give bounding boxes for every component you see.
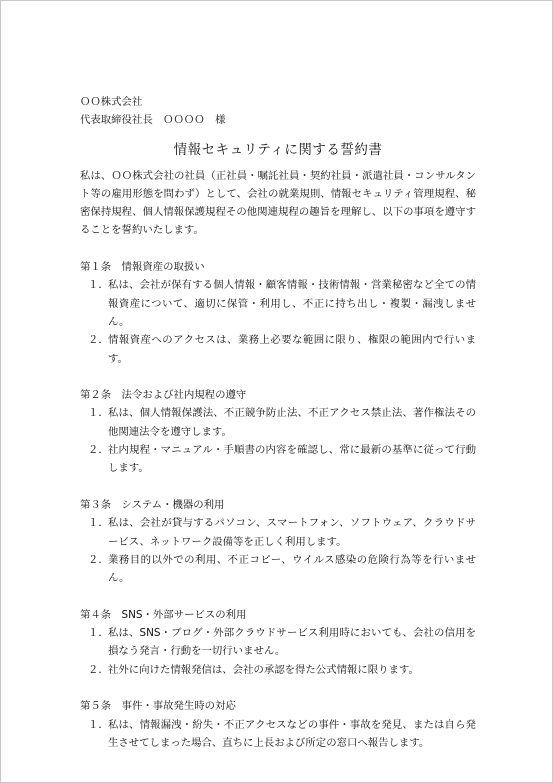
clause-item <box>80 514 476 551</box>
article-heading: 第４条 SNS・外部サービスの利用 <box>80 608 247 621</box>
clause-number: １． <box>88 627 109 640</box>
clause-list <box>80 716 476 753</box>
clause-number: ２． <box>88 444 109 457</box>
addressee-block <box>80 93 476 130</box>
clause-text: 私は、個人情報保護法、不正競争防止法、不正アクセス禁止法、著作権法その他関連法令を遵守します。 <box>108 407 476 438</box>
clause-text: 社内規程・マニュアル・手順書の内容を確認し、常に最新の基準に従って行動します。 <box>108 444 476 475</box>
clause-number: ２． <box>88 663 109 676</box>
clause-list <box>80 404 476 477</box>
clause-item <box>80 624 476 661</box>
addressee-company: ＯＯ株式会社 <box>80 96 143 108</box>
clause-list <box>80 514 476 587</box>
clause-item <box>80 331 476 368</box>
clause-list <box>80 276 476 367</box>
article-5 <box>80 697 476 752</box>
clause-number: １． <box>88 517 109 530</box>
clause-number: １． <box>88 407 109 420</box>
article-2 <box>80 386 476 477</box>
clause-text: 私は、会社が保有する個人情報・顧客情報・技術情報・営業秘密など全ての情報資産について、適切に保管・利用し、不正に持ち出し・複製・漏洩しません。 <box>108 279 476 328</box>
article-heading: 第１条 情報資産の取扱い <box>80 261 205 274</box>
clause-text: 私は、情報漏洩・紛失・不正アクセスなどの事件・事故を発見、または自ら発生させてしまった場合、直ちに上長および所定の窓口へ報告します。 <box>108 718 476 749</box>
article-heading: 第５条 事件・事故発生時の対応 <box>80 700 236 713</box>
intro-paragraph: 私は、ＯＯ株式会社の社員（正社員・嘱託社員・契約社員・派遣社員・コンサルタント等の雇用形態を問わず）として、会社の就業規則、情報セキュリティ管理規程、秘密保持規程、個人情報保護規程その他関連規程の趣旨を理解し、以下の事項を遵守することを誓約いたします。 <box>80 169 476 237</box>
article-1 <box>80 258 476 368</box>
clause-list <box>80 624 476 679</box>
clause-item <box>80 716 476 753</box>
clause-text: 情報資産へのアクセスは、業務上必要な範囲に限り、権限の範囲内で行います。 <box>108 334 476 365</box>
addressee-representative: 代表取締役社長 ＯＯＯＯ 様 <box>80 114 226 127</box>
clause-item <box>80 276 476 331</box>
clause-number: １． <box>88 279 109 292</box>
clause-number: ２． <box>88 553 109 566</box>
clause-text: 社外に向けた情報発信は、会社の承認を得た公式情報に限ります。 <box>108 663 419 676</box>
clause-number: １． <box>88 718 109 731</box>
article-3 <box>80 496 476 587</box>
document-title: 情報セキュリティに関する誓約書 <box>173 141 383 158</box>
clause-number: ２． <box>88 334 109 347</box>
clause-item <box>80 404 476 441</box>
article-4 <box>80 606 476 679</box>
clause-item <box>80 441 476 478</box>
article-heading: 第２条 法令および社内規程の遵守 <box>80 389 247 402</box>
article-heading: 第３条 システム・機器の利用 <box>80 498 225 511</box>
clause-item <box>80 551 476 588</box>
document-content <box>80 93 476 752</box>
clause-item <box>80 661 476 679</box>
clause-text: 私は、会社が貸与するパソコン、スマートフォン、ソフトウェア、クラウドサービス、ネットワーク設備等を正しく利用します。 <box>108 517 476 548</box>
clause-text: 私は、SNS・ブログ・外部クラウドサービス利用時においても、会社の信用を損なう発言・行動を一切行いません。 <box>108 627 476 658</box>
clause-text: 業務目的以外での利用、不正コピー、ウイルス感染の危険行為等を行いません。 <box>108 553 476 585</box>
